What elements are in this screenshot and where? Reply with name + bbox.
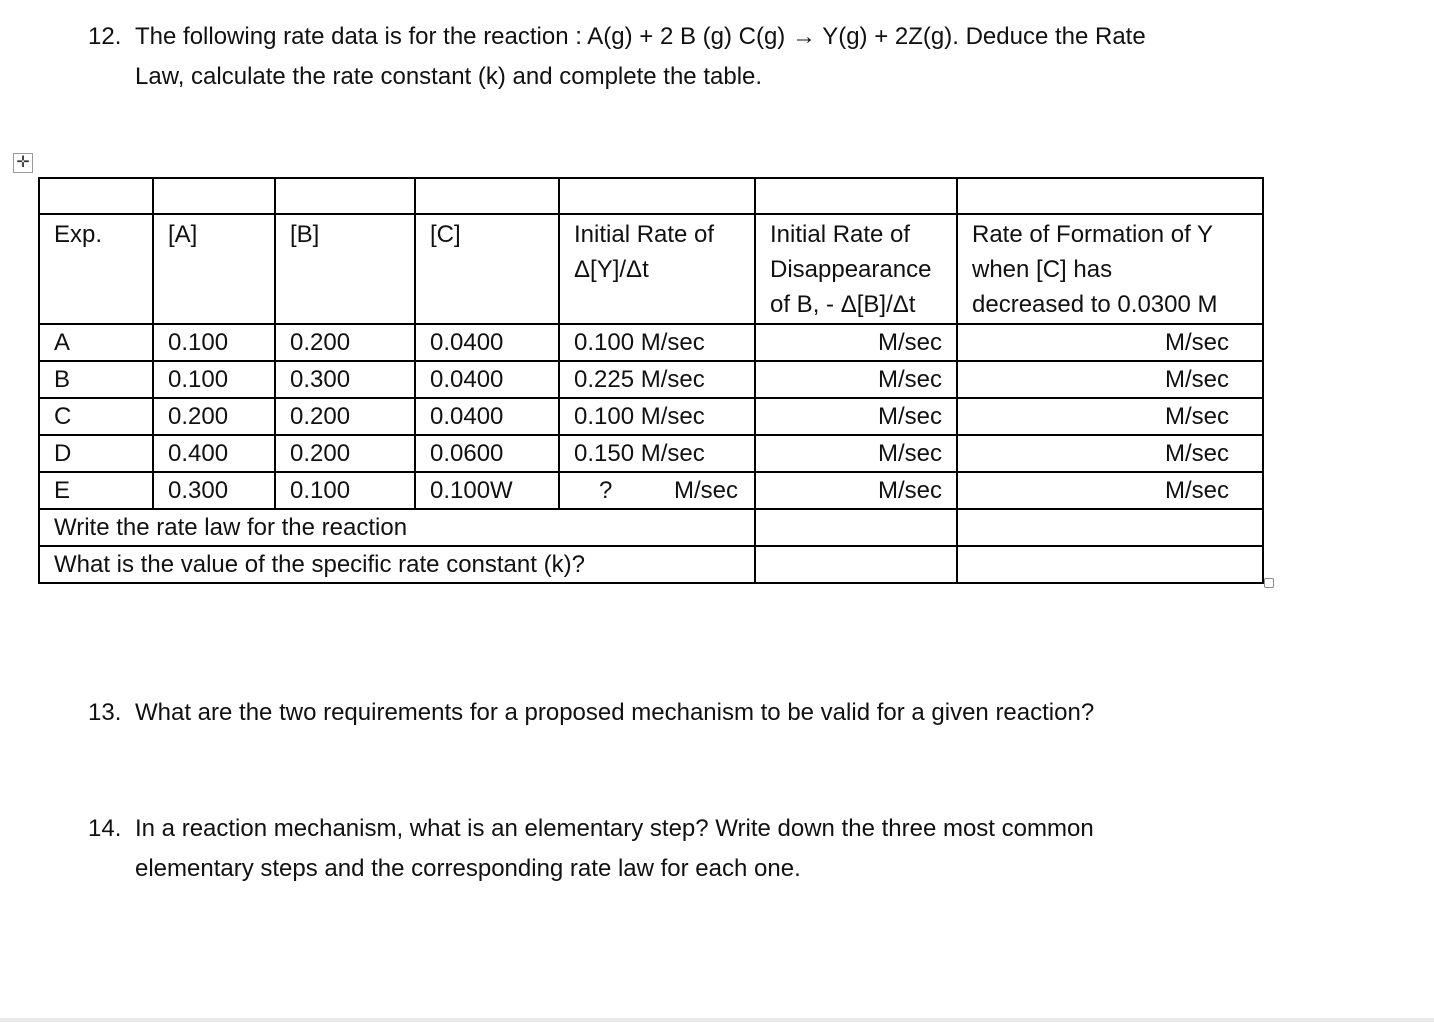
cell-exp[interactable]: A	[39, 324, 153, 361]
cell-rate-formation[interactable]: M/sec	[957, 435, 1263, 472]
header-a[interactable]: [A]	[153, 214, 275, 324]
cell-a[interactable]: 0.200	[153, 398, 275, 435]
question-text-line: elementary steps and the corresponding rate law for each one.	[135, 855, 801, 882]
cell-exp[interactable]: B	[39, 361, 153, 398]
cell-c[interactable]: 0.100W	[415, 472, 559, 509]
header-c[interactable]: [C]	[415, 214, 559, 324]
table-row	[39, 472, 1263, 509]
table-header-row	[39, 214, 1263, 324]
cell-rate-y[interactable]: 0.225 M/sec	[559, 361, 755, 398]
table-cell[interactable]	[275, 178, 415, 214]
cell-rate-y[interactable]: 0.100 M/sec	[559, 398, 755, 435]
cell-exp[interactable]: E	[39, 472, 153, 509]
cell-a[interactable]: 0.400	[153, 435, 275, 472]
cell-rate-b[interactable]: M/sec	[755, 398, 957, 435]
cell-c[interactable]: 0.0600	[415, 435, 559, 472]
answer-cell[interactable]	[755, 546, 957, 583]
cell-rate-y[interactable]: 0.150 M/sec	[559, 435, 755, 472]
cell-c[interactable]: 0.0400	[415, 361, 559, 398]
header-rate-b[interactable]: Initial Rate of Disappearance of B, - Δ[B]/Δt	[755, 214, 957, 324]
rate-constant-prompt[interactable]: What is the value of the specific rate constant (k)?	[39, 546, 755, 583]
question-text-line: The following rate data is for the reaction : A(g) + 2 B (g) C(g) → Y(g) + 2Z(g). Deduce the Rate	[135, 23, 1146, 50]
cell-b[interactable]: 0.100	[275, 472, 415, 509]
table-cell[interactable]	[755, 178, 957, 214]
unit-label: M/sec	[673, 477, 738, 504]
table-row	[39, 324, 1263, 361]
cell-c[interactable]: 0.0400	[415, 398, 559, 435]
table-cell[interactable]	[39, 178, 153, 214]
cell-c[interactable]: 0.0400	[415, 324, 559, 361]
cell-b[interactable]: 0.200	[275, 324, 415, 361]
cell-rate-b[interactable]: M/sec	[755, 435, 957, 472]
unknown-mark: ?	[599, 477, 613, 504]
resize-icon[interactable]	[1264, 578, 1274, 588]
header-rate-formation[interactable]: Rate of Formation of Y when [C] has decreased to 0.0300 M	[957, 214, 1263, 324]
cell-rate-formation[interactable]: M/sec	[957, 324, 1263, 361]
cell-rate-formation[interactable]: M/sec	[957, 398, 1263, 435]
answer-cell[interactable]	[957, 509, 1263, 546]
answer-cell[interactable]	[957, 546, 1263, 583]
cell-exp[interactable]: D	[39, 435, 153, 472]
cell-rate-b[interactable]: M/sec	[755, 472, 957, 509]
cell-rate-y[interactable]: 0.100 M/sec	[559, 324, 755, 361]
cell-a[interactable]: 0.300	[153, 472, 275, 509]
question-text-line: In a reaction mechanism, what is an elementary step? Write down the three most common	[135, 815, 1094, 842]
table-footer-row	[39, 546, 1263, 583]
cell-a[interactable]: 0.100	[153, 361, 275, 398]
cell-rate-b[interactable]: M/sec	[755, 324, 957, 361]
table-blank-row	[39, 178, 1263, 214]
question-text-line: Law, calculate the rate constant (k) and complete the table.	[135, 63, 763, 90]
header-exp[interactable]: Exp.	[39, 214, 153, 324]
table-cell[interactable]	[957, 178, 1263, 214]
table-row	[39, 435, 1263, 472]
table-cell[interactable]	[415, 178, 559, 214]
question-number: 14.	[88, 815, 122, 842]
cell-exp[interactable]: C	[39, 398, 153, 435]
table-footer-row	[39, 509, 1263, 546]
table-cell[interactable]	[559, 178, 755, 214]
question-number: 12.	[88, 23, 122, 50]
move-glyph: ✛	[16, 154, 30, 171]
cell-rate-formation[interactable]: M/sec	[957, 361, 1263, 398]
rate-data-table	[38, 177, 1264, 584]
cell-b[interactable]: 0.200	[275, 435, 415, 472]
cell-b[interactable]: 0.200	[275, 398, 415, 435]
header-rate-y[interactable]: Initial Rate of Δ[Y]/Δt	[559, 214, 755, 324]
move-icon[interactable]	[13, 153, 33, 173]
table-cell[interactable]	[153, 178, 275, 214]
table-row	[39, 398, 1263, 435]
cell-rate-formation[interactable]: M/sec	[957, 472, 1263, 509]
rate-law-prompt[interactable]: Write the rate law for the reaction	[39, 509, 755, 546]
cell-b[interactable]: 0.300	[275, 361, 415, 398]
question-number: 13.	[88, 699, 122, 726]
header-b[interactable]: [B]	[275, 214, 415, 324]
cell-a[interactable]: 0.100	[153, 324, 275, 361]
page-bottom-bar	[0, 1018, 1434, 1022]
cell-rate-b[interactable]: M/sec	[755, 361, 957, 398]
table-row	[39, 361, 1263, 398]
question-text-line: What are the two requirements for a proposed mechanism to be valid for a given reaction?	[135, 699, 1095, 726]
cell-rate-y[interactable]	[559, 472, 755, 509]
answer-cell[interactable]	[755, 509, 957, 546]
